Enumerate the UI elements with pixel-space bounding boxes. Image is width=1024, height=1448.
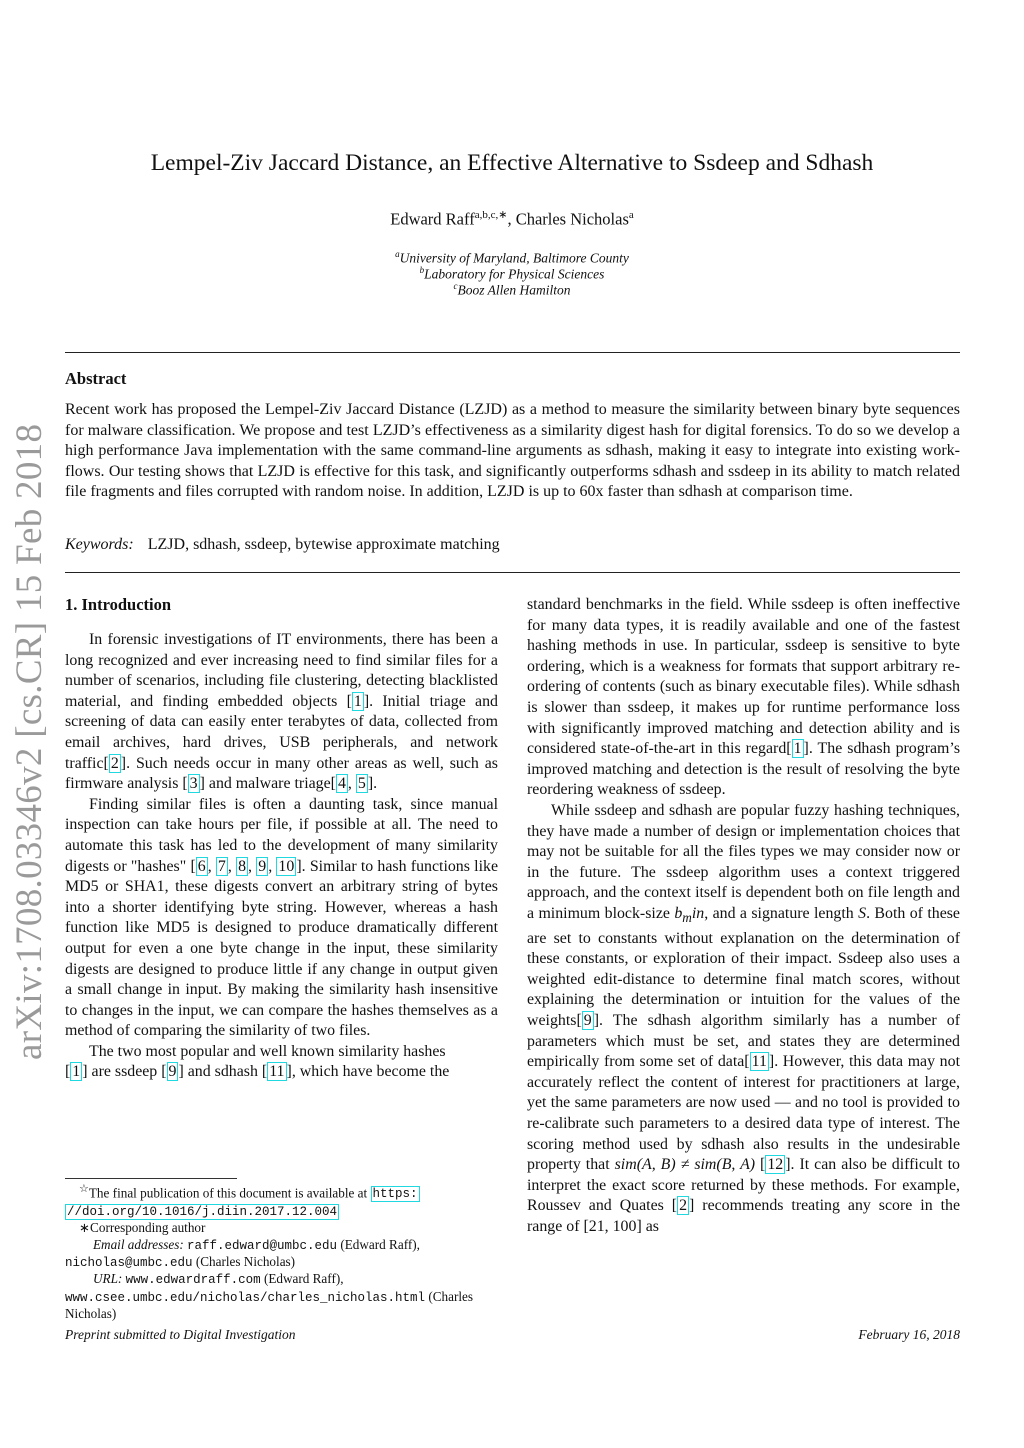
author-affil-marks: a [628,209,634,221]
math-expression: sim(A, B) ≠ sim(B, A) [614,1156,756,1174]
paragraph: In forensic investigations of IT environments, there has been a long recognized and ever increasing need to find similar files for a number of scenarios, including file clustering, detecting blacklisted material, and finding embedded objects [ 1 ]. Initial triage and screening of data can easily enter terabytes of data, collected from email archives, hard drives, USB peripherals, and network traffic[ 2 ]. Such needs occur in many other areas as well, such as firmware analysis [ 3 ] and malware triage[ 4 , 5 ]. [65,631,498,793]
citation-link[interactable]: 1 [353,692,362,710]
paragraph: Finding similar files is often a daunting task, since manual inspection can take hours per file, if possible at all. The need to automate this task has led to the development of many similarity digests or "hashes" [ 6 , 7 , 8 , 9 , 10 ]. Similar to hash functions like MD5 or SHA1, these digests convert an arbitrary string of bytes into a shorter identifying byte string. However, whereas a hash function like MD5 is designed to produce dramatically different output for even a one byte change in the input, these similarity digests are designed to produce little if any change in output given a small change in input. By making the similarity hash insensitive to changes in the input, we can compare the hashes themselves as a method of comparing the similarity of two files. [65,795,499,1040]
citation-link[interactable]: 4 [337,775,346,793]
affiliation-name: Booz Allen Hamilton [457,282,571,298]
affiliation [0,278,1024,299]
keywords [65,536,960,554]
author-name: Edward Raff [390,209,475,229]
keywords-label: Keywords: [65,536,134,553]
footnote-publication: ☆The final publication of this document is available at https: [79,1183,418,1202]
footnote-rule [65,1178,237,1179]
citation-link[interactable]: 9 [583,1012,592,1030]
footnote-emails-cont: nicholas@umbc.edu (Charles Nicholas) [65,1254,296,1271]
paragraph: standard benchmarks in the field. While ssdeep is often ineffective for many data types, it is readily available and one of the fastest hashing methods in use. In particular, ssdeep is sensitive to byte ordering, which is a weakness for formats that support arbitrary re-ordering of contents (such as binary executable files). While sdhash is slower than ssdeep, it makes up for runtime performance loss with significantly improved matching and detection ability and is considered state-of-the-art in this regard[ 1 ]. The sdhash program’s improved matching and detection is the result of resolving the byte reordering weakness of ssdeep. [527,596,961,799]
affiliation-name: Laboratory for Physical Sciences [424,266,605,282]
doi-link[interactable]: https: [372,1187,418,1202]
abstract-heading: Abstract [65,369,127,388]
citation-link[interactable]: 9 [258,857,267,875]
footnote-doi [65,1203,498,1220]
email-address: raff.edward@umbc.edu [187,1238,338,1253]
right-column [527,595,960,1238]
citation-link[interactable]: 2 [110,754,119,772]
math-range: [21, 100] [583,1217,642,1235]
divider [65,352,960,353]
footnote-emails: Email addresses: raff.edward@umbc.edu (Edward Raff), [93,1236,420,1253]
divider [65,572,960,573]
citation-link[interactable]: 11 [751,1053,767,1071]
paper-title: Lempel-Ziv Jaccard Distance, an Effective Alternative to Ssdeep and Sdhash [150,150,874,176]
email-address: nicholas@umbc.edu [65,1256,193,1271]
citation-link[interactable]: 10 [278,857,295,875]
paragraph: The two most popular and well known similarity hashes [ 1 ] are ssdeep [ 9 ] and sdhash [ 11 ], which have become the [65,1042,450,1081]
citation-link[interactable]: 12 [767,1156,784,1174]
footnote-urls: URL: www.edwardraff.com (Edward Raff), [93,1271,344,1288]
affiliation-name: University of Maryland, Baltimore County [399,250,629,266]
citation-link[interactable]: 9 [168,1063,177,1081]
doi-link[interactable]: //doi.org/10.1016/j.diin.2017.12.004 [67,1204,338,1219]
citation-link[interactable]: 8 [238,857,247,875]
url: www.edwardraff.com [125,1273,261,1288]
citation-link[interactable]: 11 [269,1063,285,1081]
footnotes [65,1181,498,1323]
author-line [0,208,1024,230]
affiliation-mark: c [453,281,458,291]
abstract-text: Recent work has proposed the Lempel-Ziv Jaccard Distance (LZJD) as a method to measure the similarity between binary byte sequences for malware classification. We propose and test LZJD’s effectiveness as a similarity digest hash for digital forensics. To do so we develop a high performance Java implementation with the same command-line arguments as sdhash, making it easy to integrate into existing work-flows. Our testing shows that LZJD is effective for this task, and significantly outperforms sdhash and ssdeep in its ability to match related file fragments and files corrupted with random noise. In addition, LZJD is up to 60x faster than sdhash at comparison time. [65,401,960,501]
citation-link[interactable]: 5 [357,775,366,793]
url: www.csee.umbc.edu/nicholas/charles_nicholas.html [65,1290,426,1305]
citation-link[interactable]: 3 [189,775,198,793]
citation-link[interactable]: 7 [217,857,226,875]
author-name: Charles Nicholas [515,209,629,229]
keywords-text: LZJD, sdhash, ssdeep, bytewise approximate matching [147,536,500,553]
citation-link[interactable]: 1 [793,740,802,758]
affiliation-mark: a [395,249,400,259]
left-column [65,630,498,1083]
citation-link[interactable]: 2 [679,1197,688,1215]
author-separator: , [507,209,516,229]
footnote-urls-cont: www.csee.umbc.edu/nicholas/charles_nicholas.html (Charles Nicholas) [65,1288,474,1322]
section-heading: 1. Introduction [65,595,172,614]
citation-link[interactable]: 1 [72,1063,81,1081]
footer-date: February 16, 2018 [858,1327,960,1342]
footnote-corresponding: ∗Corresponding author [79,1220,206,1236]
affiliation-mark: b [419,265,425,275]
citation-link[interactable]: 6 [197,857,206,875]
author-affil-marks: a,b,c,∗ [474,209,508,221]
paragraph: While ssdeep and sdhash are popular fuzzy hashing techniques, they have made a number of design or implementation choices that may not be suitable for all the files types we may consider now or in the future. The ssdeep algorithm uses a context triggered approach, and the context itself is dependent both on file length and a minimum block-size $b_min$, and a signature length S. Both of these are set to constants without explanation on the determination of these constants, or exploration of their impact. Ssdeep also uses a weighted edit-distance to determine final match scores, without explaining the determination or intuition for the values of the weights[ 9 ]. The sdhash algorithm similarly has a number of parameters which must be set, and states they are determined empirically from some set of data[ 11 ]. However, this data may not accurately reflect the content of interest for practitioners at large, yet the same parameters are now used — and no tool is provided to re-calibrate such parameters to a desired data type of interest. The scoring method used by sdhash also results in the undesirable property that sim(A, B) ≠ sim(B, A) [ 12 ]. It can also be difficult to interpret the exact score returned by these methods. For example, Roussev and Quates [ 2 ] recommends treating any score in the range of [21, 100] as [527,801,960,1235]
arxiv-stamp: arXiv:1708.03346v2 [cs.CR] 15 Feb 2018 [9,423,50,1060]
footer-journal: Preprint submitted to Digital Investigation [65,1327,296,1342]
